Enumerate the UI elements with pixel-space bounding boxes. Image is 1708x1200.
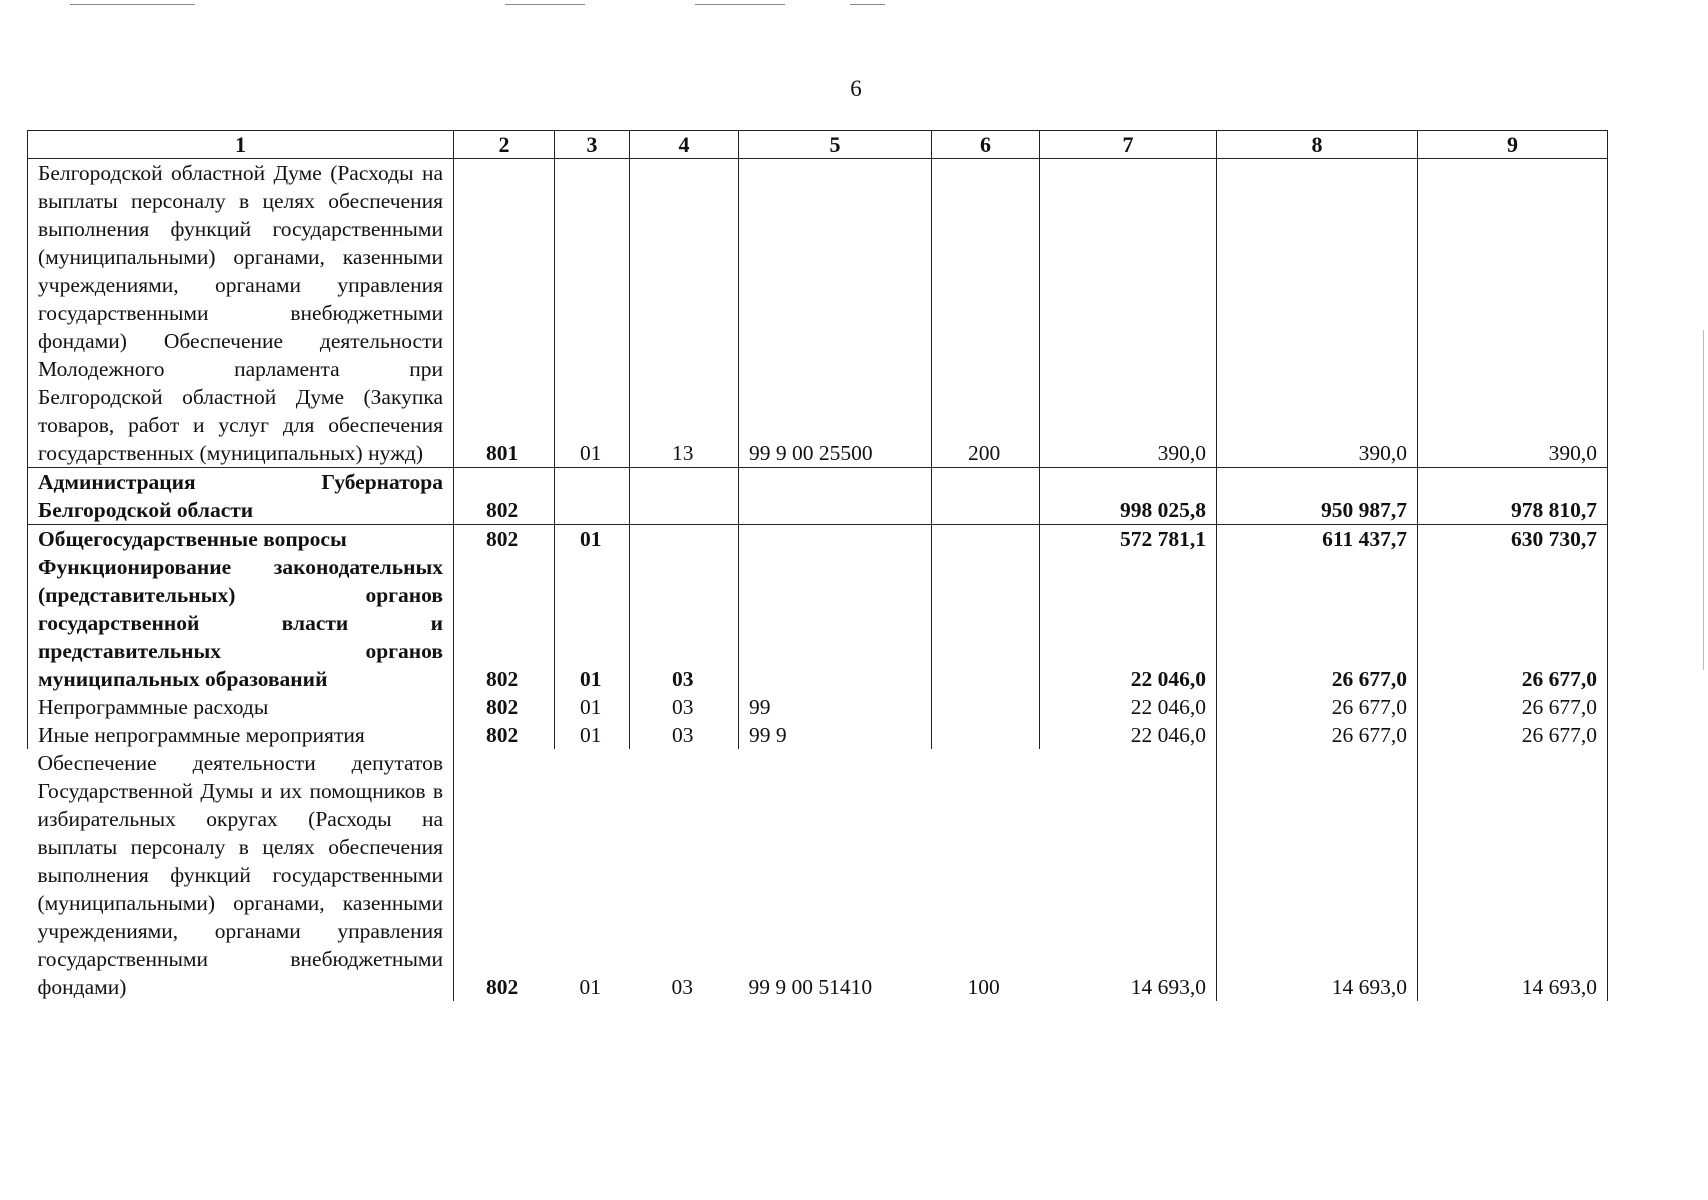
cell-amount-col8: 26 677,0 [1217, 553, 1418, 693]
row-name: Администрация Губернатора Белгородской области [28, 468, 454, 525]
cell-subsection: 03 [630, 553, 739, 693]
cell-target-article: 99 9 00 51410 [748, 975, 873, 999]
column-header-5: 5 [739, 131, 932, 159]
row-name: Функционирование законодательных (представительных) органов государственной власти и представительных органов муниципальных образований [28, 553, 454, 693]
cell-target-article: 99 9 [739, 721, 932, 749]
table-row [28, 468, 1608, 525]
column-header-8: 8 [1217, 131, 1418, 159]
cell-expense-type [932, 721, 1040, 749]
cell-amount-col8: 14 693,0 [1217, 749, 1418, 1001]
cell-amount-col8: 611 437,7 [1217, 525, 1418, 554]
row-name: Белгородской областной Думе (Расходы на выплаты персоналу в целях обеспечения выполнения функций государственными (муниципальными) органами, казенными учреждениями, органами управления государственными внебюджетными фондами) Обеспечение деятельности Молодежного парламента при Белгородской областной Думе (Закупка товаров, работ и услуг для обеспечения государственных (муниципальных) нужд) [28, 159, 454, 468]
cell-expense-type [932, 468, 1040, 525]
column-header-4: 4 [630, 131, 739, 159]
cell-amount-col8: 390,0 [1217, 159, 1418, 468]
row-name: Общегосударственные вопросы [28, 525, 454, 554]
cell-section: 01 [555, 693, 630, 721]
cell-amount-col9: 978 810,7 [1418, 468, 1608, 525]
cell-amount-col7: 14 693,0 [1040, 749, 1217, 1001]
table-row [28, 749, 1608, 1001]
row-name: Непрограммные расходы [28, 693, 454, 721]
table-row [28, 159, 1608, 468]
cell-subsection: 03 [630, 721, 739, 749]
scan-edge-mark [1703, 330, 1704, 670]
cell-section: 01 [579, 975, 601, 999]
cell-subsection: 03 [630, 693, 739, 721]
cell-section [555, 468, 630, 525]
cell-expense-type [932, 553, 1040, 693]
cell-amount-col9: 14 693,0 [1418, 749, 1608, 1001]
cell-admin-code: 802 [454, 468, 555, 525]
cell-subsection [630, 468, 739, 525]
scan-artifact-line [70, 4, 195, 5]
cell-expense-type [932, 525, 1040, 554]
cell-section: 01 [555, 553, 630, 693]
cell-amount-col7: 22 046,0 [1040, 553, 1217, 693]
cell-amount-col7: 22 046,0 [1040, 693, 1217, 721]
cell-section: 01 [555, 525, 630, 554]
cell-section: 01 [555, 159, 630, 468]
table-row [28, 525, 1608, 554]
table-row [28, 553, 1608, 693]
scan-artifact-line [695, 4, 785, 5]
table-row [28, 693, 1608, 721]
cell-subsection: 03 [671, 975, 693, 999]
cell-admin-code: 802 [486, 723, 519, 747]
column-header-3: 3 [555, 131, 630, 159]
cell-amount-col7: 22 046,0 [1040, 721, 1217, 749]
cell-target-article: 99 [739, 693, 932, 721]
scan-artifact-line [505, 4, 585, 5]
row-name: Обеспечение деятельности депутатов Государственной Думы и их помощников в избирательных округах (Расходы на выплаты персоналу в целях обеспечения выполнения функций государственными (муниципальными) органами, казенными учреждениями, органами управления государственными внебюджетными фондами) [28, 749, 454, 1001]
cell-subsection: 13 [630, 159, 739, 468]
cell-expense-type: 100 [967, 975, 1000, 999]
cell-target-article [739, 553, 932, 693]
budget-table [27, 130, 1608, 1001]
cell-target-article [739, 468, 932, 525]
cell-amount-col8: 26 677,0 [1217, 721, 1418, 749]
cell-target-article: 99 9 00 25500 [739, 159, 932, 468]
cell-amount-col7: 998 025,8 [1040, 468, 1217, 525]
cell-amount-col7: 572 781,1 [1040, 525, 1217, 554]
cell-section: 01 [555, 721, 630, 749]
cell-amount-col9: 630 730,7 [1418, 525, 1608, 554]
table-header [28, 131, 1608, 159]
cell-expense-type [932, 693, 1040, 721]
cell-amount-col9: 390,0 [1418, 159, 1608, 468]
cell-amount-col9: 26 677,0 [1418, 553, 1608, 693]
cell-amount-col8: 950 987,7 [1217, 468, 1418, 525]
column-header-6: 6 [932, 131, 1040, 159]
cell-admin-code: 802 [454, 525, 555, 554]
cell-amount-col7: 390,0 [1040, 159, 1217, 468]
cell-amount-col9: 26 677,0 [1418, 721, 1608, 749]
cell-expense-type: 200 [932, 159, 1040, 468]
cell-target-article [739, 525, 932, 554]
cell-admin-code: 802 [454, 553, 555, 693]
cell-admin-code: 801 [486, 441, 519, 465]
cell-admin-code: 802 [486, 975, 519, 999]
column-header-7: 7 [1040, 131, 1217, 159]
row-name: Иные непрограммные мероприятия [28, 721, 454, 749]
table-body [28, 159, 1608, 1002]
column-header-1: 1 [28, 131, 454, 159]
cell-subsection [630, 525, 739, 554]
page-number: 6 [850, 76, 862, 101]
column-header-2: 2 [454, 131, 555, 159]
cell-amount-col8: 26 677,0 [1217, 693, 1418, 721]
cell-admin-code: 802 [486, 695, 519, 719]
column-header-9: 9 [1418, 131, 1608, 159]
scan-artifact-line [850, 4, 885, 5]
table-row [28, 721, 1608, 749]
cell-amount-col9: 26 677,0 [1418, 693, 1608, 721]
